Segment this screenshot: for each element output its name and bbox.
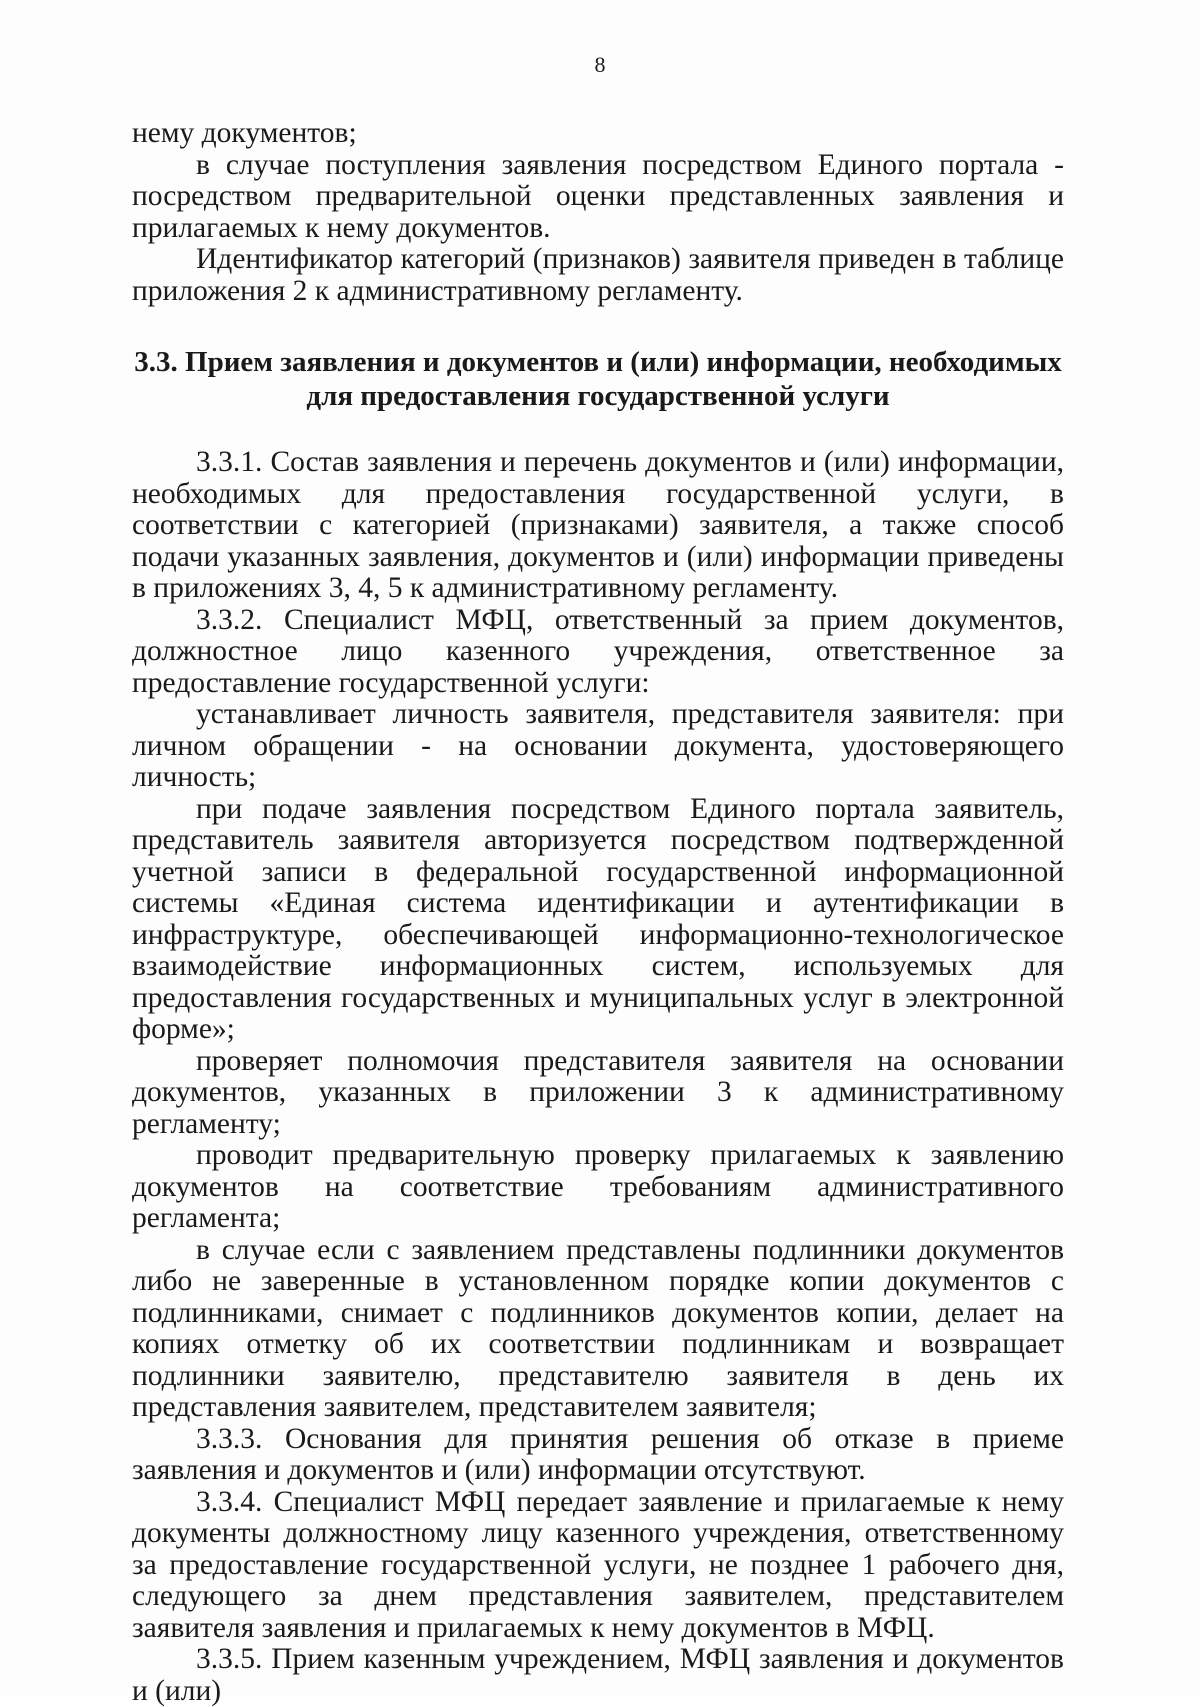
paragraph-portal-assessment: в случае поступления заявления посредством Единого портала - посредством предварительной оценки представленных заявления и прилагаемых к нему документов.: [132, 148, 1064, 244]
paragraph-continuation: нему документов;: [132, 117, 357, 149]
paragraph-3-3-2: 3.3.2. Специалист МФЦ, ответственный за прием документов, должностное лицо казенного учреждения, ответственное за предоставление государственной услуги:: [132, 603, 1064, 699]
paragraph-preliminary-check: проводит предварительную проверку прилагаемых к заявлению документов на соответствие требованиям административного регламента;: [132, 1139, 1064, 1234]
paragraph-authority-check: проверяет полномочия представителя заявителя на основании документов, указанных в приложении 3 к административному регламенту;: [132, 1044, 1064, 1140]
section-heading-3-3: [132, 345, 1064, 413]
paragraph-3-3-3: 3.3.3. Основания для принятия решения об отказе в приеме заявления и документов и (или) информации отсутствуют.: [132, 1422, 1064, 1486]
paragraph-identity-check: устанавливает личность заявителя, представителя заявителя: при личном обращении - на основании документа, удостоверяющего личность;: [132, 698, 1064, 793]
paragraph-applicant-identifier: Идентификатор категорий (признаков) заявителя приведен в таблице приложения 2 к административному регламенту.: [132, 243, 1064, 307]
paragraph-originals-copies: в случае если с заявлением представлены подлинники документов либо не заверенные в установленном порядке копии документов с подлинниками, снимает с подлинников документов копии, делает на копиях отметку об их соответствии подлинникам и возвращает подлинники заявителю, представителю заявителя в день их представления заявителем, представителем заявителя;: [132, 1233, 1064, 1423]
section-heading-line-1: 3.3. Прием заявления и документов и (или) информации, необходимых: [134, 346, 1062, 378]
page-number: 8: [594, 52, 606, 77]
paragraph-3-3-1: 3.3.1. Состав заявления и перечень документов и (или) информации, необходимых для предоставления государственной услуги, в соответствии с категорией (признаками) заявителя, а также способ подачи указанных заявления, документов и (или) информации приведены в приложениях 3, 4, 5 к административному регламенту.: [132, 446, 1064, 604]
document-body: [132, 118, 1064, 1707]
paragraph-3-3-5: 3.3.5. Прием казенным учреждением, МФЦ заявления и документов и (или): [132, 1643, 1064, 1707]
paragraph-3-3-4: 3.3.4. Специалист МФЦ передает заявление и прилагаемые к нему документы должностному лицу казенного учреждения, ответственному за предоставление государственной услуги, не позднее 1 рабочего дня, следующего за днем представления заявителем, представителем заявителя заявления и прилагаемых к нему документов в МФЦ.: [132, 1485, 1064, 1644]
paragraph-portal-auth: при подаче заявления посредством Единого портала заявитель, представитель заявителя авторизуется посредством подтвержденной учетной записи в федеральной государственной информационной системы «Единая система идентификации и аутентификации в инфраструктуре, обеспечивающей информационно-технологическое взаимодействие информационных систем, используемых для предоставления государственных и муниципальных услуг в электронной форме»;: [132, 792, 1064, 1045]
section-heading-line-2: для предоставления государственной услуги: [306, 380, 890, 412]
